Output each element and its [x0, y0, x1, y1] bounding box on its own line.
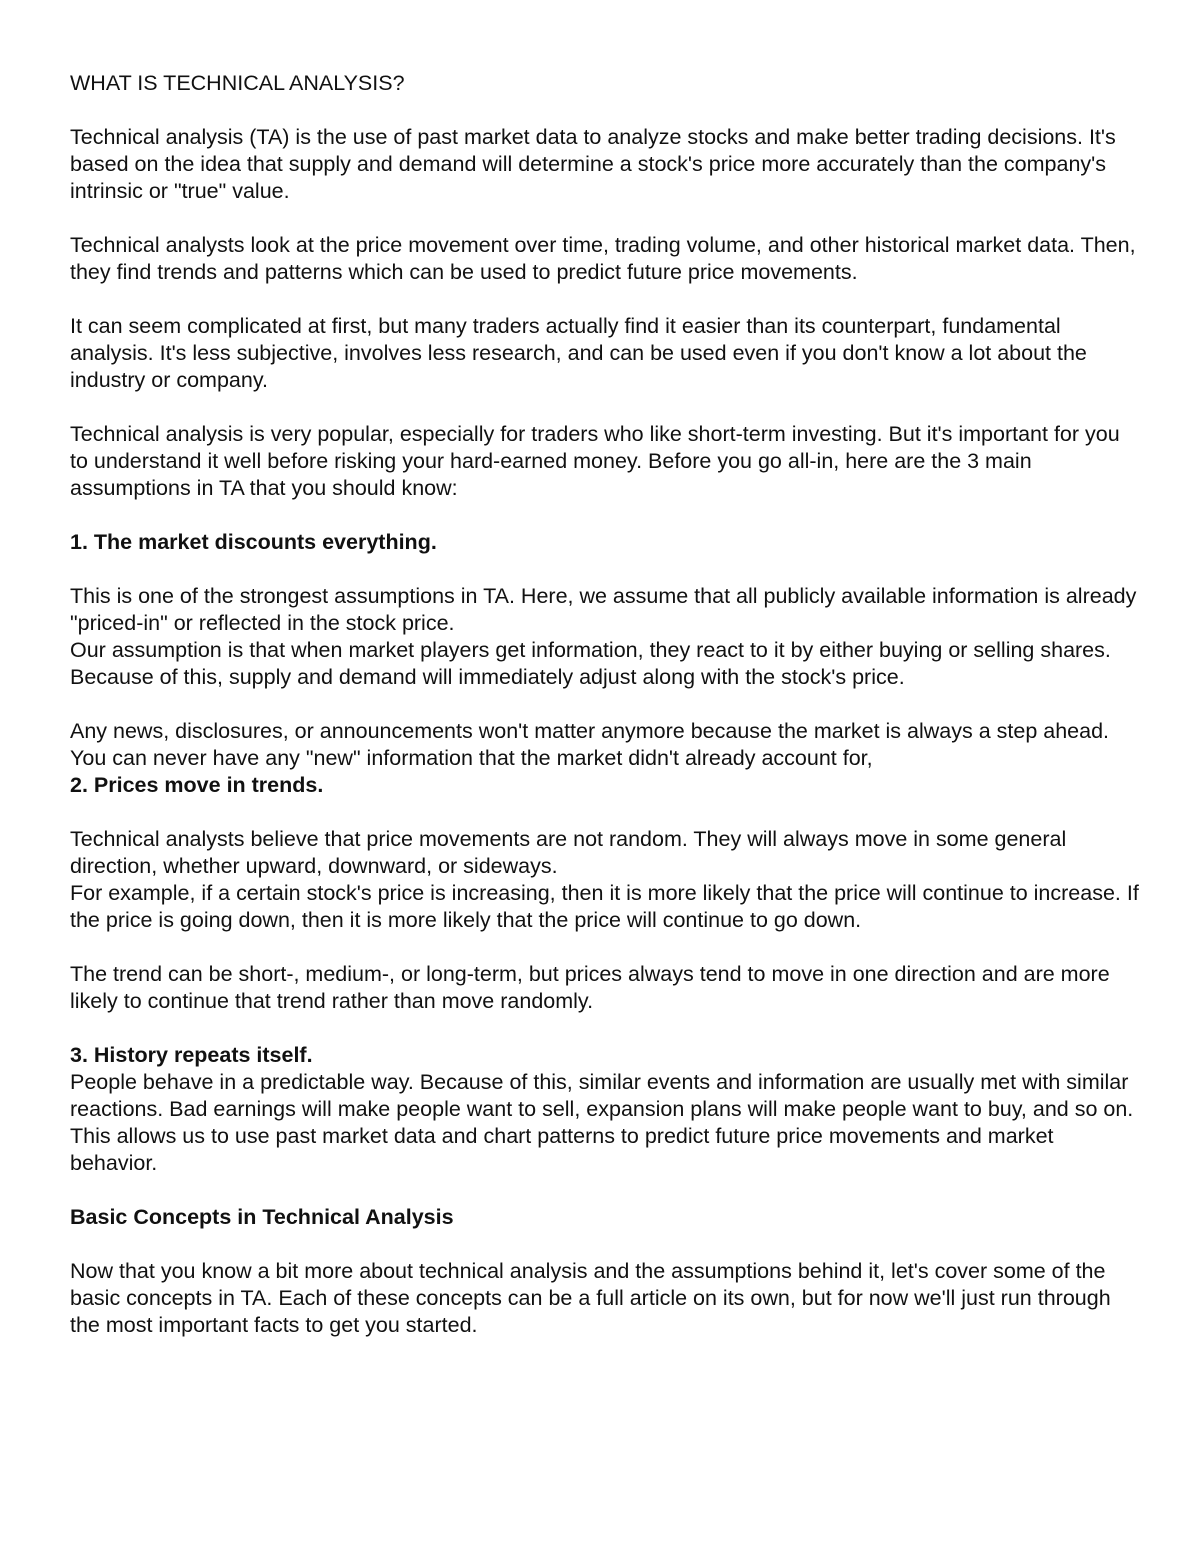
basic-concepts-heading: Basic Concepts in Technical Analysis [70, 1205, 454, 1229]
assumption-2-paragraph-3: The trend can be short-, medium-, or long-term, but prices always tend to move in one direction and are more likely to continue that trend rather than move randomly. [70, 962, 1110, 1013]
assumption-1-paragraph-3: Any news, disclosures, or announcements won't matter anymore because the market is always a step ahead. You can never have any "new" information that the market didn't already account for, [70, 719, 1110, 770]
document-page [70, 70, 1140, 1339]
spacer [70, 286, 1140, 313]
assumption-1-heading: 1. The market discounts everything. [70, 530, 437, 554]
assumption-2-heading: 2. Prices move in trends. [70, 773, 324, 797]
basic-concepts-paragraph: Now that you know a bit more about technical analysis and the assumptions behind it, let's cover some of the basic concepts in TA. Each of these concepts can be a full article on its own, but for now we'll just run through the most important facts to get you started. [70, 1259, 1111, 1337]
intro-paragraph-2: Technical analysts look at the price movement over time, trading volume, and other historical market data. Then, they find trends and patterns which can be used to predict future price movements. [70, 233, 1136, 284]
assumption-2-paragraph-1: Technical analysts believe that price movements are not random. They will always move in some general direction, whether upward, downward, or sideways. [70, 827, 1067, 878]
spacer [70, 799, 1140, 826]
assumption-1-paragraph-2: Our assumption is that when market players get information, they react to it by either buying or selling shares. Because of this, supply and demand will immediately adjust along with the stock's price. [70, 638, 1111, 689]
spacer [70, 1015, 1140, 1042]
document-title: WHAT IS TECHNICAL ANALYSIS? [70, 71, 405, 95]
assumption-1-paragraph-1: This is one of the strongest assumptions in TA. Here, we assume that all publicly available information is already "priced-in" or reflected in the stock price. [70, 584, 1137, 635]
assumption-3-heading: 3. History repeats itself. [70, 1043, 313, 1067]
spacer [70, 556, 1140, 583]
spacer [70, 502, 1140, 529]
intro-paragraph-3: It can seem complicated at first, but many traders actually find it easier than its counterpart, fundamental analysis. It's less subjective, involves less research, and can be used even if you don't know a lot about the industry or company. [70, 314, 1087, 392]
spacer [70, 934, 1140, 961]
spacer [70, 205, 1140, 232]
spacer [70, 1231, 1140, 1258]
spacer [70, 97, 1140, 124]
assumption-2-paragraph-2: For example, if a certain stock's price is increasing, then it is more likely that the price will continue to increase. If the price is going down, then it is more likely that the price will continue to go down. [70, 881, 1139, 932]
intro-paragraph-1: Technical analysis (TA) is the use of past market data to analyze stocks and make better trading decisions. It's based on the idea that supply and demand will determine a stock's price more accurately than the company's intrinsic or "true" value. [70, 125, 1116, 203]
spacer [70, 691, 1140, 718]
intro-paragraph-4: Technical analysis is very popular, especially for traders who like short-term investing. But it's important for you to understand it well before risking your hard-earned money. Before you go all-in, here are the 3 main assumptions in TA that you should know: [70, 422, 1120, 500]
spacer [70, 394, 1140, 421]
assumption-3-paragraph-2: This allows us to use past market data and chart patterns to predict future price movements and market behavior. [70, 1124, 1054, 1175]
assumption-3-paragraph-1: People behave in a predictable way. Because of this, similar events and information are usually met with similar reactions. Bad earnings will make people want to sell, expansion plans will make people want to buy, and so on. [70, 1070, 1134, 1121]
spacer [70, 1177, 1140, 1204]
